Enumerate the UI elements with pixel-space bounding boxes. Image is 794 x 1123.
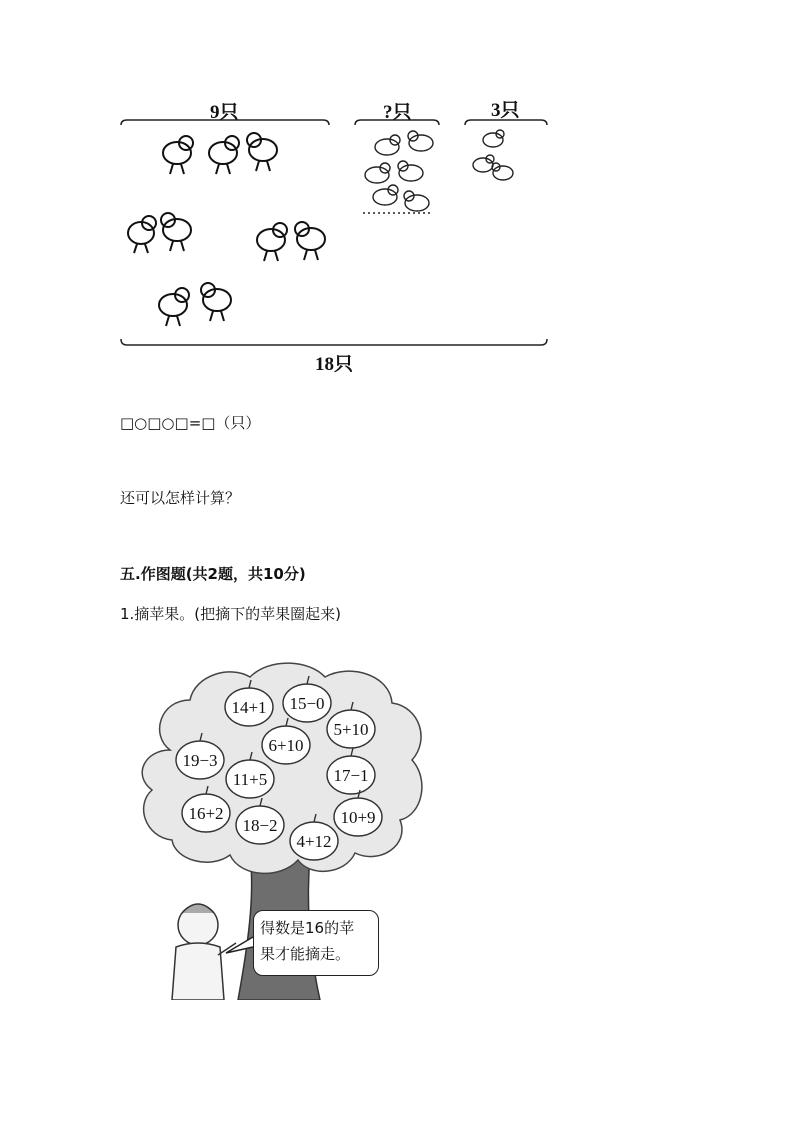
apple-4-label: 6+10 bbox=[268, 736, 304, 755]
chick-icon bbox=[247, 133, 277, 171]
apple-8 bbox=[182, 786, 230, 832]
label-18: 18只 bbox=[315, 354, 354, 375]
apple-11 bbox=[290, 814, 338, 860]
chick-icon bbox=[209, 136, 239, 174]
apple-5 bbox=[176, 733, 224, 779]
speech-bubble bbox=[253, 910, 379, 976]
problem-title: 1.摘苹果。(把摘下的苹果圈起来) bbox=[120, 605, 342, 623]
speech-line-2: 果才能摘走。 bbox=[260, 945, 351, 963]
apple-10-label: 10+9 bbox=[340, 808, 376, 827]
apple-7-label: 17−1 bbox=[333, 766, 369, 785]
apple-9 bbox=[236, 798, 284, 844]
label-3: 3只 bbox=[491, 100, 520, 121]
chick-icon bbox=[159, 288, 189, 326]
chick-icon bbox=[163, 136, 193, 174]
equation-blanks: □○□○□=□（只） bbox=[120, 414, 261, 432]
apple-6-label: 11+5 bbox=[232, 770, 268, 789]
apple-10 bbox=[334, 790, 382, 836]
apple-1 bbox=[225, 680, 273, 726]
apple-9-label: 18−2 bbox=[242, 816, 278, 835]
chick-figure bbox=[115, 95, 555, 380]
chicks-mid-group bbox=[363, 131, 433, 213]
question-alt-method: 还可以怎样计算？ bbox=[120, 489, 241, 507]
speech-line-1: 得数是16的苹 bbox=[260, 919, 355, 937]
apple-2-label: 15−0 bbox=[289, 694, 325, 713]
chick-figure-svg bbox=[115, 95, 555, 380]
label-unknown: ?只 bbox=[383, 102, 412, 123]
apple-3-label: 5+10 bbox=[333, 720, 369, 739]
apple-4 bbox=[262, 718, 310, 764]
brace-total bbox=[121, 339, 547, 345]
chick-icon bbox=[257, 223, 287, 261]
chick-icon bbox=[161, 213, 191, 251]
apple-3 bbox=[327, 702, 375, 748]
label-9: 9只 bbox=[210, 102, 239, 123]
apple-8-label: 16+2 bbox=[188, 804, 224, 823]
chicks-left-group bbox=[128, 133, 325, 326]
chick-icon bbox=[201, 283, 231, 321]
apple-2 bbox=[283, 676, 331, 722]
chicks-right-group bbox=[473, 130, 513, 180]
apple-5-label: 19−3 bbox=[182, 751, 218, 770]
apple-11-label: 4+12 bbox=[296, 832, 332, 851]
section-title: 五.作图题(共2题，共10分) bbox=[120, 565, 306, 583]
apple-1-label: 14+1 bbox=[231, 698, 267, 717]
apple-7 bbox=[327, 748, 375, 794]
chick-icon bbox=[295, 222, 325, 260]
chick-icon bbox=[128, 216, 156, 253]
apple-6 bbox=[226, 752, 274, 798]
